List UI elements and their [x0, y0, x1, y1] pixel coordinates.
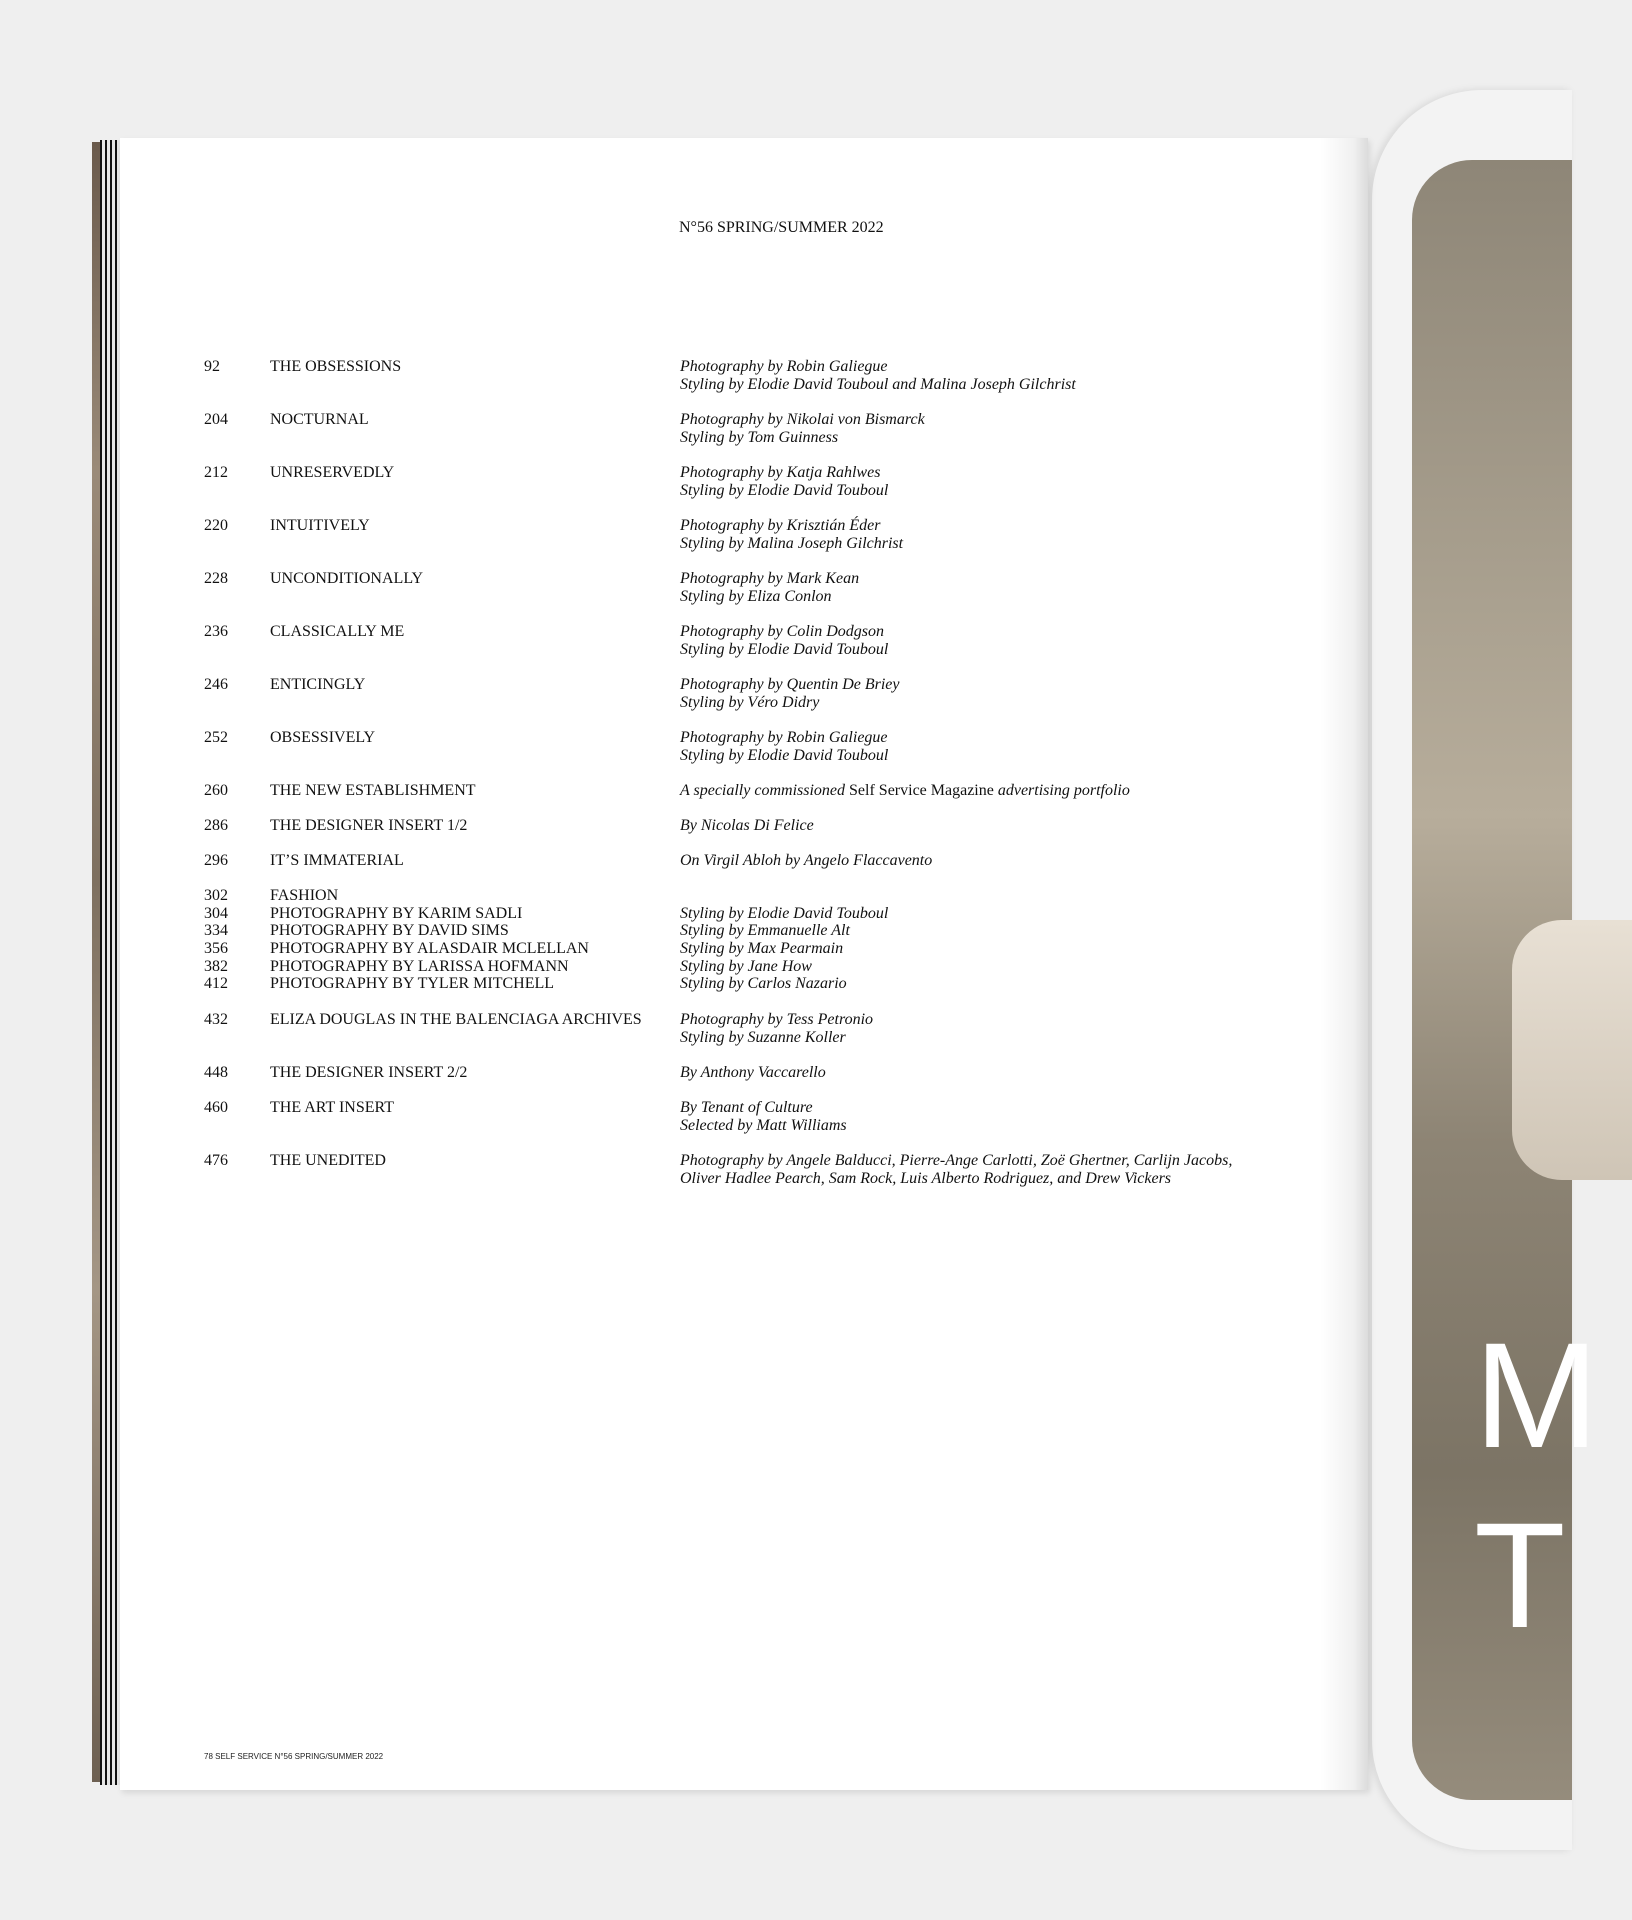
toc-titles: [270, 570, 423, 588]
toc-title: IT’S IMMATERIAL: [270, 852, 404, 869]
toc-title: THE NEW ESTABLISHMENT: [270, 782, 476, 799]
toc-credits: [680, 1099, 847, 1134]
facing-page: [1372, 90, 1599, 1850]
toc-title: CLASSICALLY ME: [270, 623, 405, 640]
toc-credit-line: [680, 1117, 847, 1135]
toc-credit-line: [680, 694, 900, 712]
issue-header: N°56 SPRING/SUMMER 2022: [679, 219, 884, 236]
credit-text: Styling by Elodie David Touboul and Malina Joseph Gilchrist: [680, 375, 1076, 393]
toc-credit-line: [680, 975, 888, 993]
toc-credit-line: [680, 623, 888, 641]
toc-titles: [270, 623, 404, 641]
credit-text: By Anthony Vaccarello: [680, 1064, 826, 1081]
toc-credit-line: [680, 1064, 826, 1082]
toc-page-numbers: [204, 729, 228, 747]
toc-credit-line: [680, 535, 903, 553]
toc-credit-line: [680, 958, 888, 976]
toc-title: UNRESERVEDLY: [270, 464, 395, 481]
toc-page-number: 476: [204, 1152, 228, 1169]
credit-text: Selected by Matt Williams: [680, 1116, 847, 1134]
toc-page-numbers: [204, 517, 228, 535]
credit-text: On Virgil Abloh by Angelo Flaccavento: [680, 852, 933, 869]
toc-credit-line: [680, 1011, 873, 1029]
toc-title: PHOTOGRAPHY BY ALASDAIR MCLELLAN: [270, 940, 589, 958]
facing-page-photo: [1412, 160, 1599, 1800]
toc-credit-line: [680, 747, 888, 765]
toc-page-number: 432: [204, 1011, 228, 1028]
toc-credits: [680, 852, 932, 870]
toc-page-number: 92: [204, 358, 220, 375]
credit-text: advertising portfolio: [993, 782, 1130, 799]
toc-page-number: 382: [204, 957, 228, 975]
toc-credits: [680, 570, 859, 605]
toc-titles: [270, 411, 369, 429]
credit-text: Styling by Max Pearmain: [680, 940, 844, 958]
toc-page-numbers: [204, 411, 228, 429]
toc-titles: [270, 1011, 642, 1029]
toc-titles: [270, 1099, 394, 1117]
toc-page-number: 220: [204, 517, 228, 534]
toc-title: THE DESIGNER INSERT 2/2: [270, 1064, 468, 1081]
toc-title: THE ART INSERT: [270, 1099, 395, 1116]
headline-letter-t: T: [1474, 1491, 1566, 1659]
toc-credits: [680, 517, 903, 552]
credit-text: Photography by Krisztián Éder: [680, 517, 881, 534]
toc-page-number: 252: [204, 729, 228, 746]
toc-credits: [680, 1011, 873, 1046]
credit-text: Oliver Hadlee Pearch, Sam Rock, Luis Alberto Rodriguez, and Drew Vickers: [680, 1169, 1172, 1187]
toc-page-number: 448: [204, 1064, 228, 1081]
toc-page-number: 460: [204, 1099, 228, 1116]
toc-titles: [270, 1064, 467, 1082]
toc-credit-line: [680, 411, 925, 429]
toc-credit-line: [680, 482, 888, 500]
toc-credit-line: [680, 887, 888, 905]
toc-page-number: 412: [204, 975, 228, 993]
credit-text: Styling by Emmanuelle Alt: [680, 922, 850, 940]
toc-page-numbers: [204, 1152, 228, 1170]
toc-page-number: 228: [204, 570, 228, 587]
toc-credits: [680, 358, 1076, 393]
toc-page-numbers: [204, 464, 228, 482]
toc-page-numbers: [204, 623, 228, 641]
toc-credit-line: [680, 358, 1076, 376]
toc-title: ENTICINGLY: [270, 676, 366, 693]
magazine-name: Self Service Magazine: [849, 782, 994, 799]
toc-title: FASHION: [270, 887, 339, 904]
toc-credit-line: [680, 817, 814, 835]
toc-credits: [680, 782, 1130, 800]
toc-credits: [680, 676, 900, 711]
toc-page-number: 356: [204, 940, 228, 958]
toc-credits: [680, 464, 888, 499]
credit-text: Styling by Jane How: [680, 957, 812, 975]
toc-title: PHOTOGRAPHY BY KARIM SADLI: [270, 904, 523, 922]
toc-credit-line: [680, 676, 900, 694]
toc-credit-line: [680, 905, 888, 923]
toc-credit-line: [680, 1170, 1232, 1188]
toc-credits: [680, 729, 888, 764]
page-footer-folio: 78 SELF SERVICE N°56 SPRING/SUMMER 2022: [204, 1752, 384, 1761]
credit-text: Styling by Carlos Nazario: [680, 975, 847, 993]
toc-credit-line: [680, 641, 888, 659]
toc-credits: [680, 1064, 826, 1082]
toc-title: PHOTOGRAPHY BY LARISSA HOFMANN: [270, 957, 569, 975]
toc-titles: [270, 676, 365, 694]
toc-credit-line: [680, 517, 903, 535]
toc-page-numbers: [204, 676, 228, 694]
page-edges-spine: [100, 140, 122, 1785]
toc-credit-line: [680, 922, 888, 940]
credit-text: Photography by Robin Galiegue: [680, 358, 888, 375]
credit-text: Photography by Nikolai von Bismarck: [680, 411, 925, 428]
toc-page-numbers: [204, 782, 228, 800]
toc-page-numbers: [204, 570, 228, 588]
toc-title: THE UNEDITED: [270, 1152, 386, 1169]
credit-text: Styling by Tom Guinness: [680, 428, 839, 446]
toc-credit-line: [680, 782, 1130, 800]
toc-credit-line: [680, 570, 859, 588]
toc-page-number: 296: [204, 852, 228, 869]
credit-text: Photography by Robin Galiegue: [680, 729, 888, 746]
toc-title: OBSESSIVELY: [270, 729, 376, 746]
toc-titles: [270, 1152, 386, 1170]
toc-page-number: 302: [204, 887, 228, 904]
toc-page-number: 236: [204, 623, 228, 640]
credit-text: Photography by Tess Petronio: [680, 1011, 874, 1028]
toc-page-number: 260: [204, 782, 228, 799]
toc-title: PHOTOGRAPHY BY TYLER MITCHELL: [270, 975, 555, 993]
toc-page-numbers: [204, 887, 228, 993]
toc-page-numbers: [204, 358, 220, 376]
toc-page-number: 246: [204, 676, 228, 693]
toc-title: NOCTURNAL: [270, 411, 369, 428]
toc-credits: [680, 887, 888, 993]
toc-title: THE OBSESSIONS: [270, 358, 402, 375]
toc-page-numbers: [204, 817, 228, 835]
credit-text: By Nicolas Di Felice: [680, 817, 814, 834]
toc-title: ELIZA DOUGLAS IN THE BALENCIAGA ARCHIVES: [270, 1011, 642, 1028]
credit-text: Styling by Elodie David Touboul: [680, 481, 889, 499]
toc-titles: [270, 464, 394, 482]
toc-credits: [680, 411, 925, 446]
credit-text: Styling by Malina Joseph Gilchrist: [680, 534, 904, 552]
toc-credit-line: [680, 1152, 1232, 1170]
headline-letter-m: M: [1474, 1311, 1599, 1479]
toc-page-numbers: [204, 1011, 228, 1029]
toc-credit-line: [680, 852, 932, 870]
toc-credit-line: [680, 940, 888, 958]
toc-credit-line: [680, 1099, 847, 1117]
toc-credits: [680, 623, 888, 658]
credit-text: Styling by Elodie David Touboul: [680, 640, 889, 658]
credit-text: Photography by Katja Rahlwes: [680, 464, 881, 481]
toc-titles: [270, 887, 589, 993]
toc-page-numbers: [204, 852, 228, 870]
credit-text: Photography by Colin Dodgson: [680, 623, 884, 640]
credit-text: Photography by Quentin De Briey: [680, 676, 900, 693]
credit-text: Photography by Angele Balducci, Pierre-Ange Carlotti, Zoë Ghertner, Carlijn Jacobs,: [680, 1152, 1233, 1169]
credit-text: A specially commissioned: [680, 782, 850, 799]
toc-credit-line: [680, 429, 925, 447]
toc-credits: [680, 1152, 1232, 1187]
credit-text: Styling by Véro Didry: [680, 693, 820, 711]
toc-credit-line: [680, 588, 859, 606]
toc-credits: [680, 817, 814, 835]
toc-page-number: 304: [204, 904, 228, 922]
toc-page-numbers: [204, 1064, 228, 1082]
toc-credit-line: [680, 464, 888, 482]
toc-credit-line: [680, 1029, 873, 1047]
toc-titles: [270, 729, 375, 747]
credit-text: Styling by Suzanne Koller: [680, 1028, 846, 1046]
toc-page-number: 212: [204, 464, 228, 481]
credit-text: Styling by Elodie David Touboul: [680, 746, 889, 764]
credit-text: Styling by Eliza Conlon: [680, 587, 832, 605]
photo-figure: [1512, 920, 1632, 1180]
toc-titles: [270, 817, 467, 835]
toc-titles: [270, 517, 370, 535]
credit-text: Photography by Mark Kean: [680, 570, 860, 587]
toc-page-number: 204: [204, 411, 228, 428]
toc-page-numbers: [204, 1099, 228, 1117]
toc-page-number: 334: [204, 922, 228, 940]
toc-titles: [270, 852, 404, 870]
toc-title: INTUITIVELY: [270, 517, 370, 534]
toc-title: PHOTOGRAPHY BY DAVID SIMS: [270, 922, 509, 940]
toc-title: UNCONDITIONALLY: [270, 570, 424, 587]
credit-text: Styling by Elodie David Touboul: [680, 904, 889, 922]
toc-credit-line: [680, 376, 1076, 394]
toc-page-number: 286: [204, 817, 228, 834]
toc-title: THE DESIGNER INSERT 1/2: [270, 817, 468, 834]
toc-titles: [270, 782, 476, 800]
toc-credit-line: [680, 729, 888, 747]
credit-text: By Tenant of Culture: [680, 1099, 813, 1116]
toc-titles: [270, 358, 401, 376]
